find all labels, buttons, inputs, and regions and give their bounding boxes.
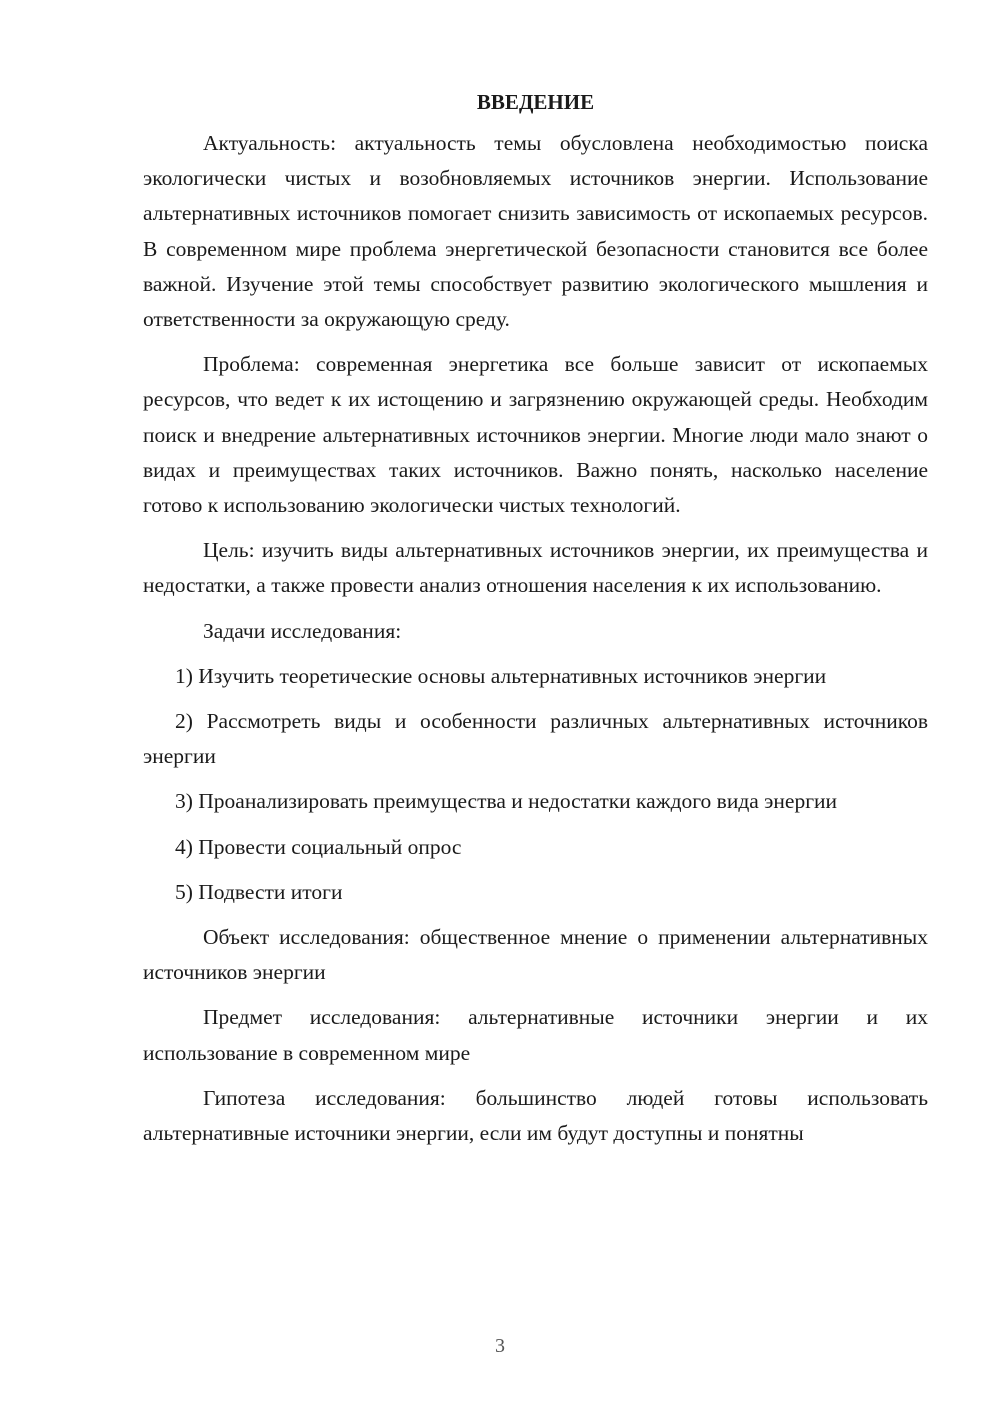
paragraph-tasks-heading: Задачи исследования: — [203, 618, 402, 643]
task-item-1: 1) Изучить теоретические основы альтернативных источников энергии — [175, 663, 827, 688]
document-page — [143, 90, 928, 1161]
paragraph-goal: Цель: изучить виды альтернативных источников энергии, их преимущества и недостатки, а также провести анализ отношения населения к их использованию. — [143, 538, 928, 598]
task-item-3: 3) Проанализировать преимущества и недостатки каждого вида энергии — [175, 789, 838, 814]
section-title: ВВЕДЕНИЕ — [476, 90, 595, 114]
task-item-5: 5) Подвести итоги — [175, 879, 343, 904]
paragraph-problem: Проблема: современная энергетика все больше зависит от ископаемых ресурсов, что ведет к их истощению и загрязнению окружающей среды. Необходим поиск и внедрение альтернативных источников энергии. Многие люди мало знают о видах и преимуществах таких источников. Важно понять, насколько население готово к использованию экологически чистых технологий. — [143, 352, 928, 518]
page-number: 3 — [495, 1335, 505, 1357]
task-item-4: 4) Провести социальный опрос — [175, 834, 462, 859]
paragraph-relevance: Актуальность: актуальность темы обусловлена необходимостью поиска экологически чистых и возобновляемых источников энергии. Использование альтернативных источников помогает снизить зависимость от ископаемых ресурсов. В современном мире проблема энергетической безопасности становится все более важной. Изучение этой темы способствует развитию экологического мышления и ответственности за окружающую среду. — [143, 131, 928, 332]
paragraph-object: Объект исследования: общественное мнение о применении альтернативных источников энергии — [143, 925, 928, 985]
task-item-2: 2) Рассмотреть виды и особенности различных альтернативных источников энергии — [143, 709, 928, 769]
paragraph-hypothesis: Гипотеза исследования: большинство людей готовы использовать альтернативные источники энергии, если им будут доступны и понятны — [143, 1085, 928, 1146]
paragraph-subject: Предмет исследования: альтернативные источники энергии и их использование в современном мире — [143, 1005, 928, 1065]
